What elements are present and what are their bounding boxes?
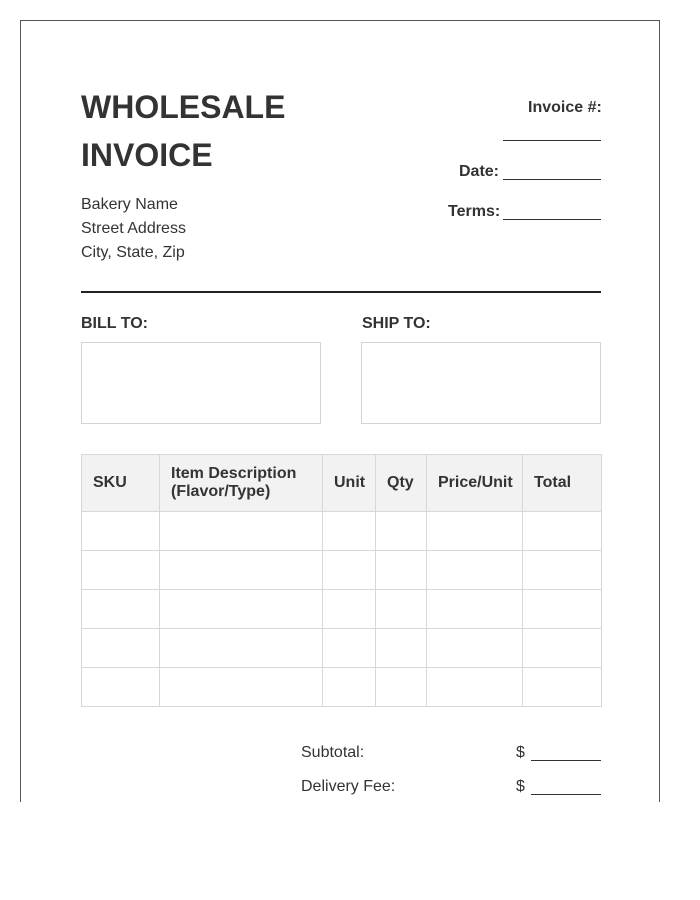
- city-state-zip: City, State, Zip: [81, 244, 185, 261]
- cell-item-description[interactable]: [160, 512, 323, 551]
- invoice-sheet: [20, 20, 660, 802]
- cell-price-unit[interactable]: [427, 629, 523, 668]
- cell-price-unit[interactable]: [427, 512, 523, 551]
- cell-total[interactable]: [523, 551, 602, 590]
- table-row: [82, 551, 602, 590]
- ship-to-box[interactable]: [361, 342, 601, 424]
- street-address: Street Address: [81, 220, 186, 237]
- title-line-1: WHOLESALE: [81, 89, 286, 125]
- table-row: [82, 590, 602, 629]
- cell-qty[interactable]: [376, 668, 427, 707]
- date-field[interactable]: [503, 179, 601, 180]
- header-item-description: [160, 455, 323, 512]
- cell-price-unit[interactable]: [427, 551, 523, 590]
- header-item-line-1: Item Description: [171, 465, 297, 482]
- terms-label: Terms:: [448, 203, 501, 220]
- delivery-fee-label: Delivery Fee:: [301, 778, 396, 795]
- title-line-2: INVOICE: [81, 137, 213, 173]
- sender-address: [81, 193, 186, 265]
- cell-unit[interactable]: [323, 551, 376, 590]
- invoice-number-label: Invoice #:: [528, 99, 602, 116]
- items-table: [81, 454, 602, 707]
- cell-qty[interactable]: [376, 512, 427, 551]
- cell-unit[interactable]: [323, 512, 376, 551]
- cell-price-unit[interactable]: [427, 590, 523, 629]
- terms-field[interactable]: [503, 219, 601, 220]
- header-sku: SKU: [82, 455, 160, 512]
- table-header-row: [82, 455, 602, 512]
- header-total: Total: [523, 455, 602, 512]
- cell-unit[interactable]: [323, 590, 376, 629]
- header-item-line-2: (Flavor/Type): [171, 483, 271, 500]
- cell-total[interactable]: [523, 590, 602, 629]
- cell-qty[interactable]: [376, 590, 427, 629]
- header-qty: Qty: [376, 455, 427, 512]
- cell-sku[interactable]: [82, 629, 160, 668]
- ship-to-label: SHIP TO:: [362, 315, 431, 332]
- cell-price-unit[interactable]: [427, 668, 523, 707]
- cell-sku[interactable]: [82, 668, 160, 707]
- date-label: Date:: [459, 163, 500, 180]
- header-price-unit: Price/Unit: [427, 455, 523, 512]
- subtotal-label: Subtotal:: [301, 744, 365, 761]
- header-unit: Unit: [323, 455, 376, 512]
- subtotal-currency: $: [516, 744, 525, 761]
- cell-unit[interactable]: [323, 668, 376, 707]
- bill-to-label: BILL TO:: [81, 315, 148, 332]
- cell-unit[interactable]: [323, 629, 376, 668]
- bakery-name: Bakery Name: [81, 196, 178, 213]
- table-row: [82, 629, 602, 668]
- cell-qty[interactable]: [376, 629, 427, 668]
- cell-item-description[interactable]: [160, 668, 323, 707]
- cell-total[interactable]: [523, 512, 602, 551]
- table-row: [82, 512, 602, 551]
- invoice-title: [81, 83, 285, 179]
- cell-item-description[interactable]: [160, 551, 323, 590]
- delivery-fee-currency: $: [516, 778, 525, 795]
- subtotal-field[interactable]: [531, 760, 601, 761]
- cell-item-description[interactable]: [160, 629, 323, 668]
- header-divider: [81, 291, 601, 293]
- cell-qty[interactable]: [376, 551, 427, 590]
- table-row: [82, 668, 602, 707]
- invoice-number-field[interactable]: [503, 140, 601, 141]
- bill-to-box[interactable]: [81, 342, 321, 424]
- delivery-fee-field[interactable]: [531, 794, 601, 795]
- cell-sku[interactable]: [82, 551, 160, 590]
- cell-total[interactable]: [523, 629, 602, 668]
- cell-item-description[interactable]: [160, 590, 323, 629]
- cell-sku[interactable]: [82, 590, 160, 629]
- cell-sku[interactable]: [82, 512, 160, 551]
- cell-total[interactable]: [523, 668, 602, 707]
